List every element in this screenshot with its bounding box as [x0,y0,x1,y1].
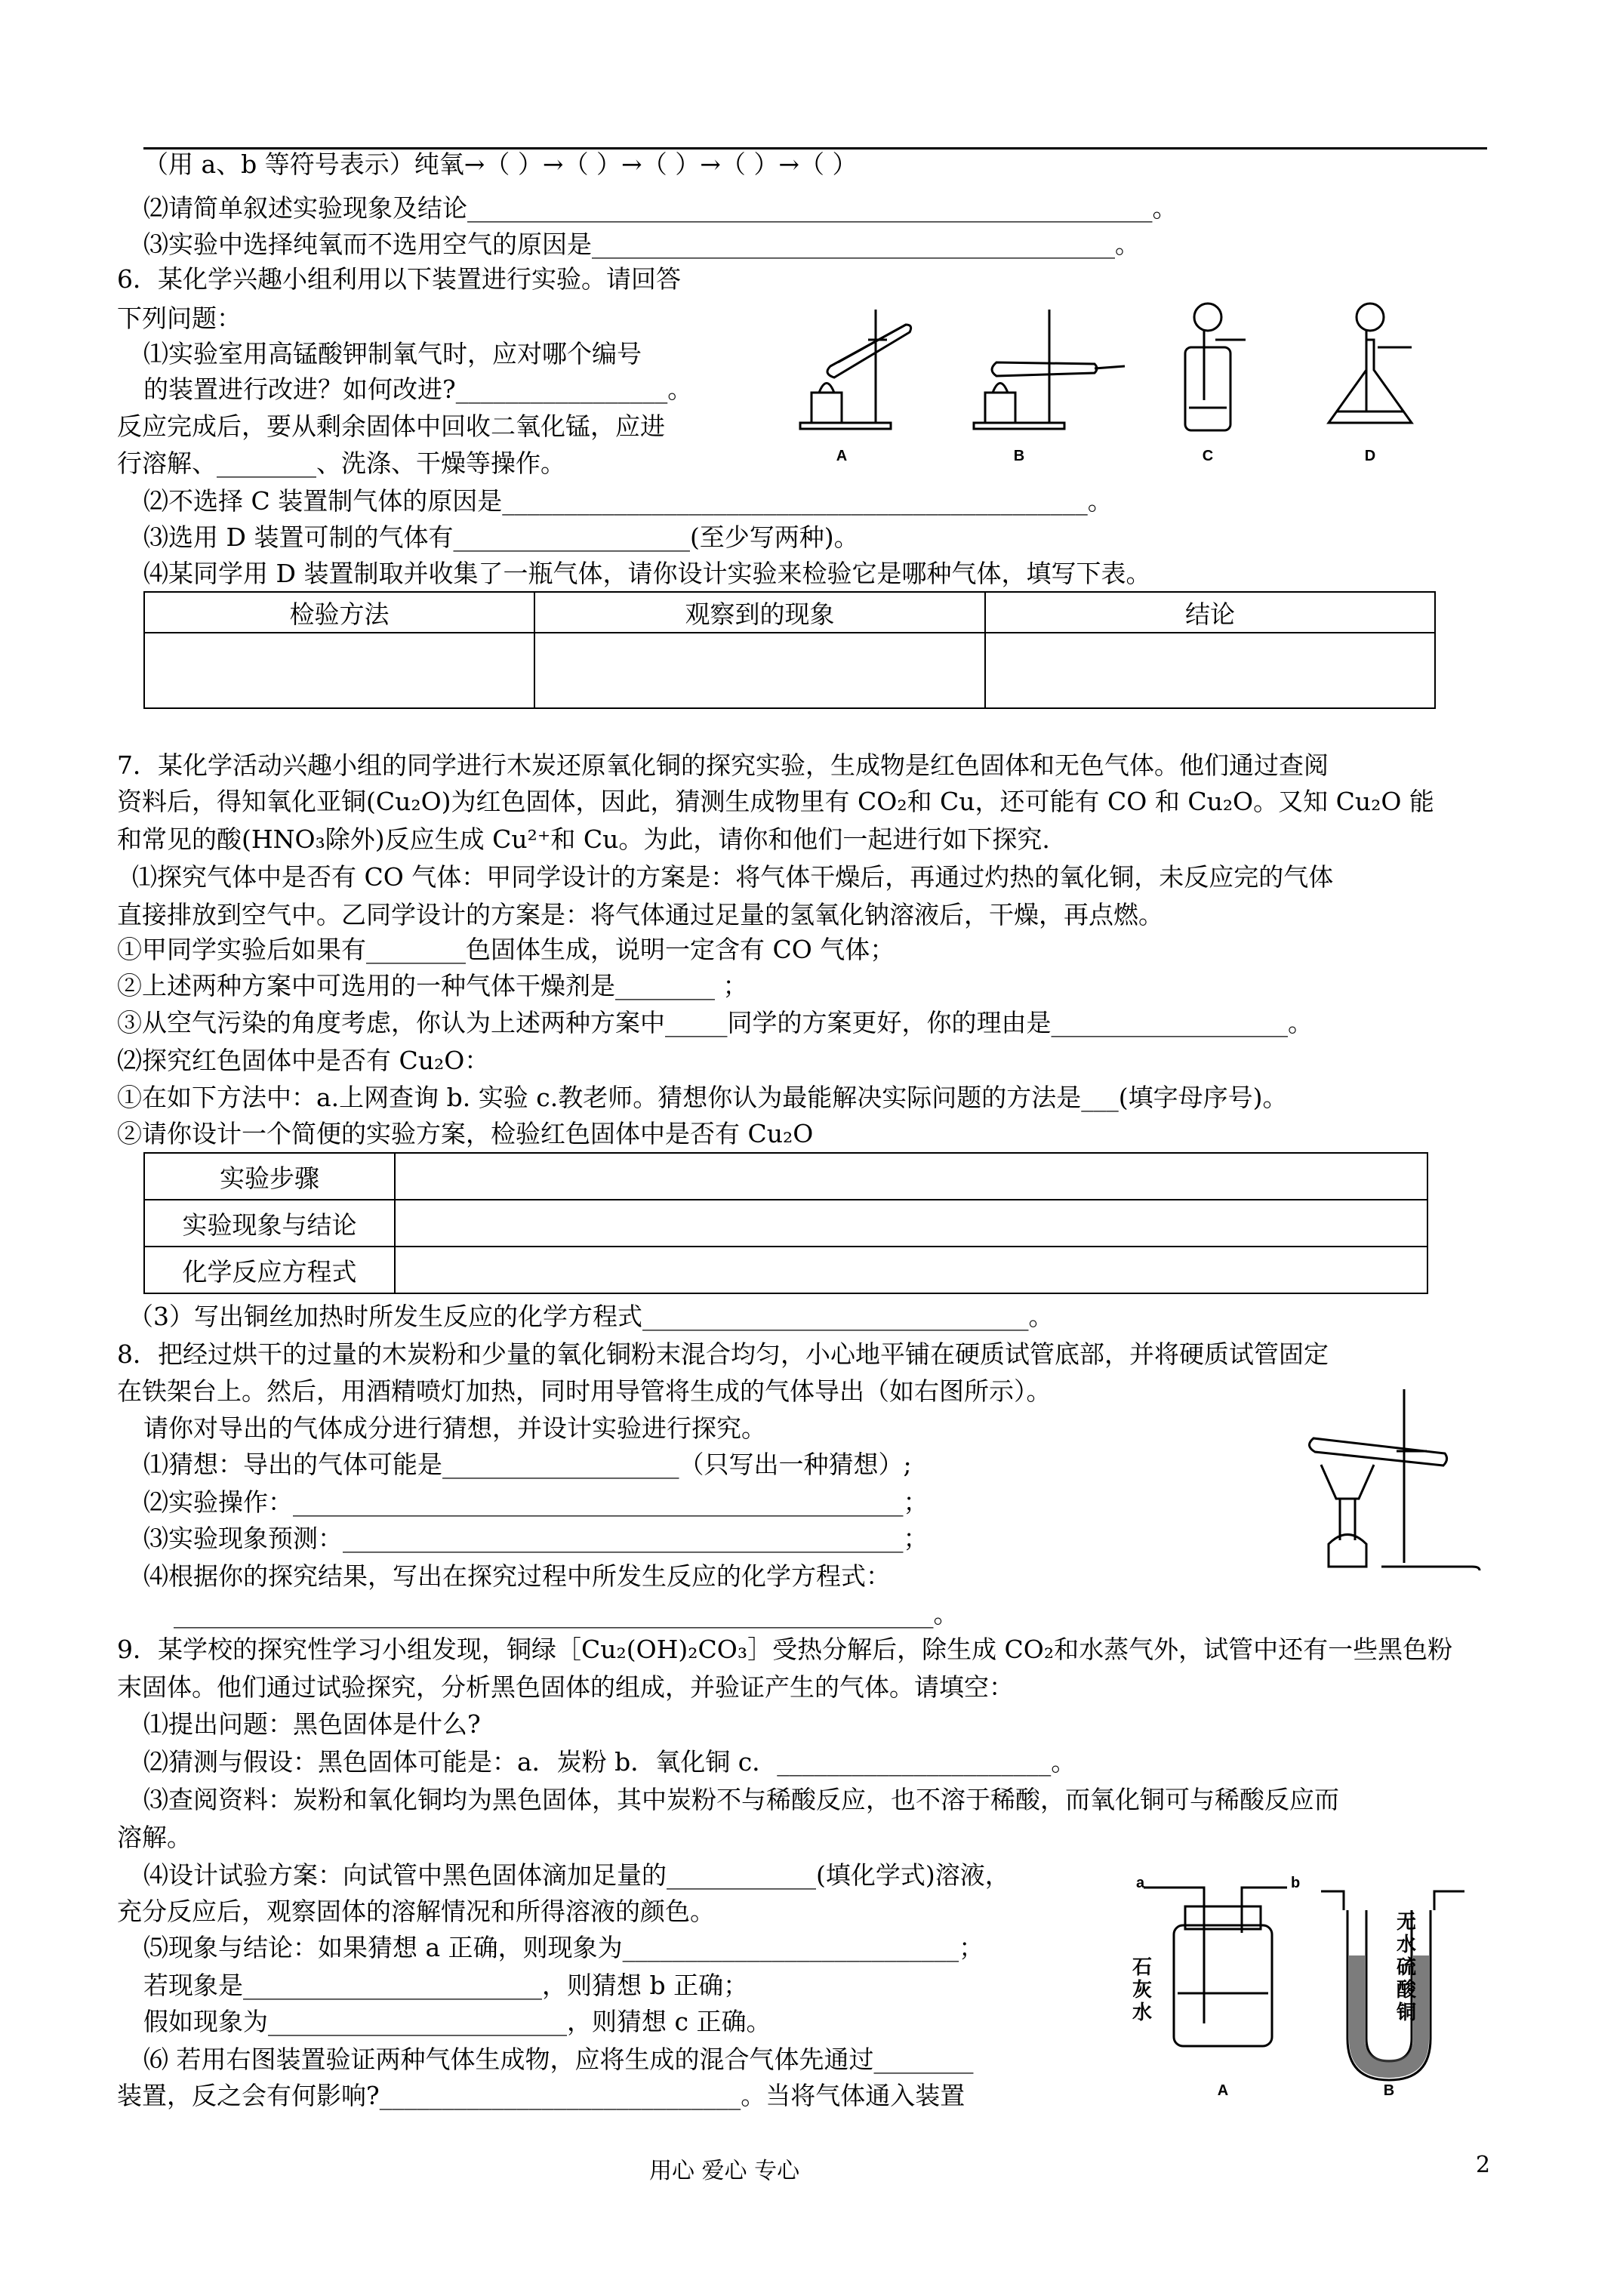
fig-label-a: a [1136,1875,1145,1891]
fig-label-b: b [1291,1875,1301,1891]
text-line: _____________________________________________________________。 [174,1599,959,1629]
text-line: ⑶选用 D 装置可制的气体有___________________(至少写两种)。 [143,522,859,552]
row-label: 化学反应方程式 [144,1247,395,1293]
footer-text: 用心 爱心 专心 [649,2158,800,2184]
row-label: 实验现象与结论 [144,1200,395,1247]
test-table [143,591,1436,709]
text-line: ⑴探究气体中是否有 CO 气体：甲同学设计的方案是：将气体干燥后，再通过灼热的氧化铜，未反应完的气体 [132,862,1334,892]
text-line: ②请你设计一个简便的实验方案，检验红色固体中是否有 Cu₂O [117,1119,814,1148]
cuso4-label: 无水硫酸铜 [1397,1910,1417,2023]
text-line: ⑴实验室用高锰酸钾制氧气时，应对哪个编号 [143,339,642,368]
table-header: 结论 [985,592,1435,633]
text-line: ⑴提出问题：黑色固体是什么? [143,1709,481,1739]
page-number: 2 [1476,2152,1491,2178]
text-line: 行溶解、________、洗涤、干燥等操作。 [117,448,565,478]
text-line: （用 a、b 等符号表示）纯氧→（ ）→（ ）→（ ）→（ ）→（ ） [143,149,858,179]
apparatus-figure-q8 [1298,1382,1487,1578]
text-line: 请你对导出的气体成分进行猜想，并设计实验进行探究。 [143,1413,766,1443]
table-cell[interactable] [395,1200,1427,1247]
table-header: 观察到的现象 [534,592,985,633]
table-cell[interactable] [144,633,534,708]
text-line: ③从空气污染的角度考虑，你认为上述两种方案中_____同学的方案更好，你的理由是___________________。 [117,1008,1313,1037]
text-line: 资料后，得知氧化亚铜(Cu₂O)为红色固体，因此，猜测生成物里有 CO₂和 Cu，还可能有 CO 和 Cu₂O。又知 Cu₂O 能 [117,787,1434,816]
text-line: ⑵实验操作：_________________________________________________； [143,1487,929,1517]
text-line: ⑶实验现象预测：_____________________________________________； [143,1524,929,1553]
lime-water-label: 石灰水 [1132,1955,1153,2023]
text-line: ⑵猜测与假设：黑色固体可能是：a．炭粉 b．氧化铜 c．______________________。 [143,1747,1076,1777]
table-cell[interactable] [985,633,1435,708]
text-line: 若现象是________________________，则猜想 b 正确； [143,1971,749,2000]
text-line: 假如现象为________________________，则猜想 c 正确。 [143,2007,771,2036]
text-line: ⑴猜想：导出的气体可能是___________________（只写出一种猜想）; [143,1450,912,1479]
text-line: 在铁架台上。然后，用酒精喷灯加热，同时用导管将生成的气体导出（如右图所示）。 [117,1376,1052,1406]
text-line: （3）写出铜丝加热时所发生反应的化学方程式_______________________________。 [128,1302,1054,1331]
text-line: ⑷设计试验方案：向试管中黑色固体滴加足量的____________(填化学式)溶液， [143,1860,1010,1890]
text-line: 和常见的酸(HNO₃除外)反应生成 Cu²⁺和 Cu。为此，请你和他们一起进行如下探究. [117,824,1050,854]
text-line: 直接排放到空气中。乙同学设计的方案是：将气体通过足量的氢氧化钠溶液后，干燥，再点燃。 [117,900,1163,929]
text-line: ⑵探究红色固体中是否有 Cu₂O： [117,1046,490,1075]
fig-label-c: C [1202,448,1214,464]
text-line: 下列问题： [117,304,242,333]
text-line: ②上述两种方案中可选用的一种气体干燥剂是________ ； [117,971,748,1000]
text-line: ⑵请简单叙述实验现象及结论_______________________________________________________。 [143,193,1178,223]
text-line: ⑷根据你的探究结果，写出在探究过程中所发生反应的化学方程式： [143,1561,891,1591]
fig-label-d: D [1364,448,1376,464]
text-line: ①在如下方法中：a.上网查询 b. 实验 c.教老师。猜想你认为最能解决实际问题的方法是___(填字母序号)。 [117,1083,1288,1112]
question-7: 7．某化学活动兴趣小组的同学进行木炭还原氧化铜的探究实验，生成物是红色固体和无色气体。他们通过查阅 [117,750,1329,780]
fig-label-tube-b: B [1383,2082,1395,2099]
apparatus-figure-q6 [793,287,1472,476]
text-line: 溶解。 [117,1823,192,1852]
text-line: ⑵不选择 C 装置制气体的原因是_______________________________________________。 [143,486,1113,516]
text-line: ⑶实验中选择纯氧而不选用空气的原因是__________________________________________。 [143,230,1140,259]
text-line: ⑹ 若用右图装置验证两种气体生成物，应将生成的混合气体先通过________ [143,2045,974,2074]
text-line: 末固体。他们通过试验探究，分析黑色固体的组成，并验证产生的气体。请填空： [117,1672,1014,1702]
table-cell[interactable] [395,1247,1427,1293]
question-6: 6．某化学兴趣小组利用以下装置进行实验。请回答 [117,264,681,294]
fig-label-a: A [836,448,848,464]
table-cell[interactable] [395,1153,1427,1200]
text-line: 装置，反之会有何影响?_____________________________。当将气体通入装置 [117,2081,965,2110]
question-9: 9．某学校的探究性学习小组发现，铜绿［Cu₂(OH)₂CO₃］受热分解后，除生成 CO₂和水蒸气外，试管中还有一些黑色粉 [117,1635,1453,1664]
fig-label-b: B [1013,448,1025,464]
text-line: ①甲同学实验后如果有________色固体生成，说明一定含有 CO 气体； [117,935,895,964]
text-line: ⑶查阅资料：炭粉和氧化铜均为黑色固体，其中炭粉不与稀酸反应，也不溶于稀酸，而氧化铜可与稀酸反应而 [143,1785,1339,1814]
text-line: 反应完成后，要从剩余固体中回收二氧化锰，应进 [117,411,665,441]
table-cell[interactable] [534,633,985,708]
experiment-table [143,1152,1428,1294]
text-line: ⑷某同学用 D 装置制取并收集了一瓶气体，请你设计实验来检验它是哪种气体，填写下表。 [143,559,1151,588]
question-8: 8．把经过烘干的过量的木炭粉和少量的氧化铜粉末混合均匀，小心地平铺在硬质试管底部，并将硬质试管固定 [117,1339,1329,1369]
apparatus-figure-q9 [1129,1872,1491,2099]
table-header: 检验方法 [144,592,534,633]
text-line: 的装置进行改进？如何改进?_________________。 [143,374,693,404]
row-label: 实验步骤 [144,1153,395,1200]
text-line: 充分反应后，观察固体的溶解情况和所得溶液的颜色。 [117,1897,715,1926]
fig-label-bottle-a: A [1217,2082,1229,2099]
text-line: ⑸现象与结论：如果猜想 a 正确，则现象为___________________________； [143,1933,984,1962]
